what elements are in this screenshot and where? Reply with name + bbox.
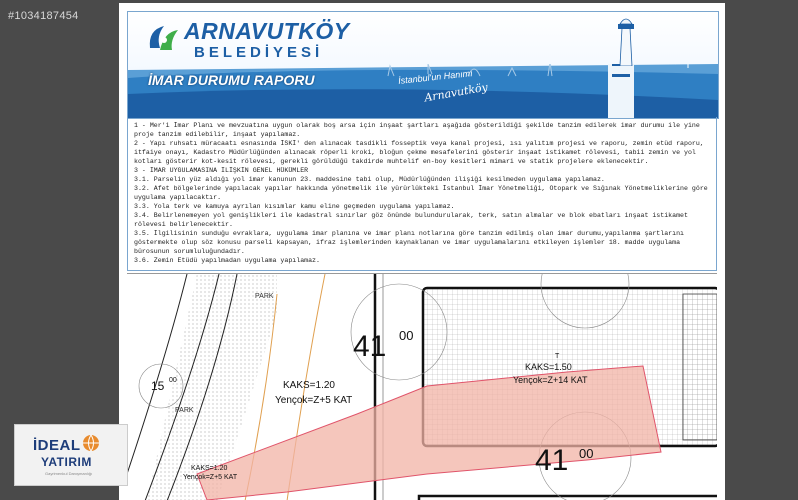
zone-number: 15 xyxy=(151,379,165,393)
municipality-logo-icon xyxy=(146,22,182,56)
report-title: İMAR DURUMU RAPORU xyxy=(148,72,315,88)
note-item: 3.1. Parselin yüz aldığı yol imar kanunun 23. maddesine tabi olup, Müdürlüğünden ilişiği kesilmeden uygulama yapılamaz. xyxy=(134,176,605,183)
note-item: 3.6. Zemin Etüdü yapılmadan uygulama yapılamaz. xyxy=(134,257,320,264)
zone-number: 41 xyxy=(535,444,569,477)
park-label: PARK xyxy=(175,407,194,414)
kaks-label: KAKS=1.20 xyxy=(283,380,335,391)
note-item: 3.3. Yola terk ve kamuya ayrılan kısımlar kamu eline geçmeden uygulama yapılamaz. xyxy=(134,203,455,210)
kaks-label: KAKS=1.50 xyxy=(525,362,572,372)
zone-number-sup: 00 xyxy=(579,446,594,461)
municipality-subtitle: BELEDİYESİ xyxy=(194,44,324,61)
note-item: 2 - Yapı ruhsatı müracaatı esnasında İSKİ' den alınacak tasdikli fosseptik veya kanal projesi, ısı yalıtım projesi ve raporu, zemin etüd raporu, itfaiye onayı, Kadastro Müdürlüğünden alınacak röperli kroki, bloğun çekme mesafelerini gösterir inşaat istikamet rölevesi, tabii zemin ve yol kotları gösterir kot-kesit rölevesi, gerekli görüldüğü takdirde muhtelif en-boy kesitleri mimari ve statik projelere eklenecektir. xyxy=(134,140,704,165)
height-label: Yençok=Z+5 KAT xyxy=(275,395,353,406)
agency-badge xyxy=(14,424,128,486)
block-edge xyxy=(683,294,717,440)
globe-icon xyxy=(81,433,101,453)
zone-number: 41 xyxy=(353,330,387,363)
note-item: 3.2. Afet bölgelerinde yapılacak yapılar hakkında yönetmelik ile yürürlükteki İstanbul İmar Yönetmeliği, Otopark ve Sığınak Yönetmeliklerine göre uygulama yapılacaktır. xyxy=(134,185,708,201)
zone-number-sup: 00 xyxy=(399,328,414,343)
height-label: Yençok=Z+5 KAT xyxy=(183,474,238,481)
note-item: 3.4. Belirlenemeyen yol genişlikleri ile kadastral sınırlar göz önünde bulundurularak, terk, satın almalar ve blok ebatları inşaat istikamet rölevesi belirlenecektir. xyxy=(134,212,688,228)
agency-tagline: Gayrimenkul Danışmanlığı xyxy=(45,471,93,476)
t-marker: T xyxy=(555,353,560,360)
note-item: 3.5. İlgilisinin sunduğu evraklara, uygulama imar planına ve imar planı notlarına göre tanzim edilmiş olan imar durumu,yapılanma şartlarını göstermekte olup söz konusu parseli kapsayan, ifraz işlemlerinden kaynaklanan ve imar uygulamalarını etkileyen işlemler 18. madde uygulama bürosunun sorumluluğundadır. xyxy=(134,230,685,255)
note-item: 1 - Mer'i İmar Planı ve mevzuatına uygun olarak boş arsa için inşaat şartları aşağıda gösterildiği şekilde tanzim edilerek imar durumu ile yine proje tanzim edilebilir, inşaat yapılamaz. xyxy=(134,122,700,138)
agency-name-line1: İDEAL xyxy=(33,437,81,454)
report-header xyxy=(127,11,719,119)
tower-icon xyxy=(606,14,646,66)
height-label: Yençok=Z+14 KAT xyxy=(513,375,588,385)
slogan-line-2: Arnavutköy xyxy=(423,80,489,105)
kaks-label: KAKS=1.20 xyxy=(191,465,228,472)
zoning-plan-map xyxy=(127,273,717,500)
report-notes xyxy=(127,117,717,271)
note-item: 3 - İMAR UYGULAMASINA İLİŞKİN GENEL HÜKÜMLER xyxy=(134,167,309,174)
municipality-name: ARNAVUTKÖY xyxy=(184,18,350,44)
agency-name-line2: YATIRIM xyxy=(41,455,92,469)
listing-id: #1034187454 xyxy=(8,10,79,22)
park-label: PARK xyxy=(255,293,274,300)
zone-number-sup: 00 xyxy=(169,377,177,384)
zoning-report-document xyxy=(119,3,725,500)
slogan-line-1: İstanbul'un Hanımı xyxy=(397,68,474,86)
